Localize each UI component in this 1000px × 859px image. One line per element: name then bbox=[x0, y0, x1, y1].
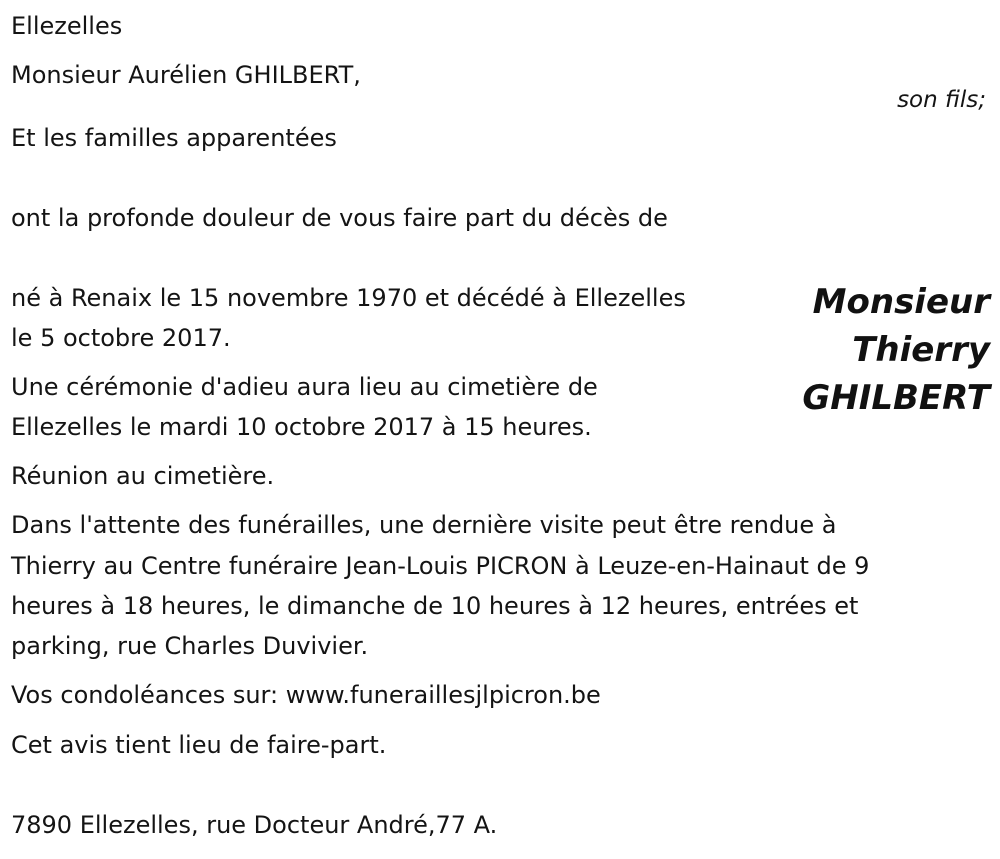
deceased-name bbox=[802, 278, 990, 422]
announcement-text: ont la profonde douleur de vous faire part du décès de bbox=[11, 204, 668, 232]
meeting-place: Réunion au cimetière. bbox=[11, 462, 275, 490]
related-families: Et les familles apparentées bbox=[11, 124, 337, 152]
deceased-last-name: GHILBERT bbox=[802, 378, 990, 418]
visit-line-3: heures à 18 heures, le dimanche de 10 heures à 12 heures, entrées et bbox=[11, 592, 859, 620]
locality: Ellezelles bbox=[11, 12, 123, 40]
visit-line-1: Dans l'attente des funérailles, une dernière visite peut être rendue à bbox=[11, 511, 837, 539]
deceased-first-name: Thierry bbox=[852, 330, 990, 370]
notice-statement: Cet avis tient lieu de faire-part. bbox=[11, 731, 387, 759]
ceremony-line-2: Ellezelles le mardi 10 octobre 2017 à 15 heures. bbox=[11, 413, 592, 441]
visit-line-4: parking, rue Charles Duvivier. bbox=[11, 632, 369, 660]
deceased-title: Monsieur bbox=[812, 282, 990, 322]
birth-death-line-1: né à Renaix le 15 novembre 1970 et décédé à Ellezelles bbox=[11, 284, 686, 312]
address: 7890 Ellezelles, rue Docteur André,77 A. bbox=[11, 811, 498, 839]
visit-line-2: Thierry au Centre funéraire Jean-Louis PICRON à Leuze-en-Hainaut de 9 bbox=[11, 552, 870, 580]
family-member-name: Monsieur Aurélien GHILBERT, bbox=[11, 61, 361, 89]
birth-death-line-2: le 5 octobre 2017. bbox=[11, 324, 231, 352]
condolences-link-text: Vos condoléances sur: www.funeraillesjlpicron.be bbox=[11, 681, 601, 709]
ceremony-line-1: Une cérémonie d'adieu aura lieu au cimetière de bbox=[11, 373, 598, 401]
family-relation: son fils; bbox=[897, 87, 986, 113]
